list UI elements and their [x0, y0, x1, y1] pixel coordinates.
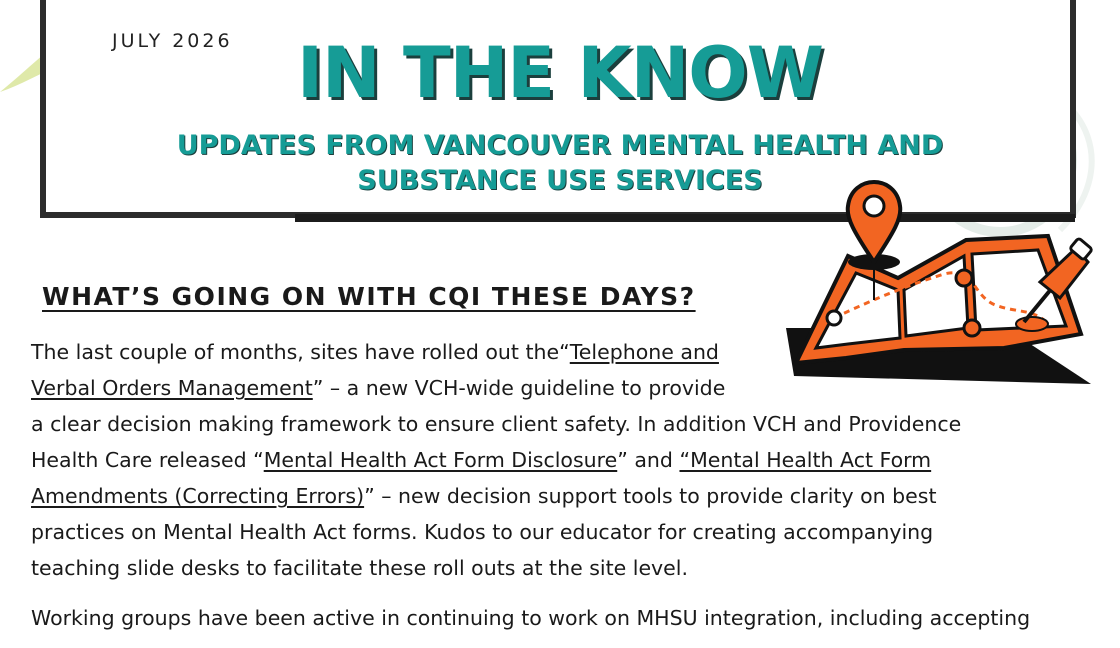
- newsletter-title: IN THE KNOW: [296, 32, 824, 114]
- subtitle-line-2: SUBSTANCE USE SERVICES: [357, 165, 763, 196]
- cqi-update-paragraph: [31, 334, 1031, 586]
- text-span: Health Care released “: [31, 448, 264, 472]
- subtitle-line-1: UPDATES FROM VANCOUVER MENTAL HEALTH AND: [176, 130, 944, 161]
- paragraph-line: a clear decision making framework to ensure client safety. In addition VCH and Providence: [31, 412, 962, 436]
- paragraph-line: practices on Mental Health Act forms. Kudos to our educator for creating accompanying: [31, 520, 934, 544]
- text-span: The last couple of months, sites have rolled out the“: [31, 340, 570, 364]
- working-groups-paragraph: [31, 600, 1111, 636]
- telephone-verbal-orders-link[interactable]: Telephone and: [569, 340, 719, 364]
- paragraph-line: [31, 478, 1031, 514]
- mha-form-amendments-link[interactable]: “Mental Health Act Form: [679, 448, 932, 472]
- mha-form-disclosure-link[interactable]: Mental Health Act Form Disclosure: [263, 448, 618, 472]
- paragraph-line: [31, 442, 1031, 478]
- section-heading: WHAT’S GOING ON WITH CQI THESE DAYS?: [42, 282, 696, 311]
- text-span: ” – new decision support tools to provide clarity on best: [364, 484, 937, 508]
- paragraph-line: [31, 334, 1031, 370]
- paragraph-line: [31, 370, 1031, 406]
- issue-date: JULY 2026: [112, 30, 233, 52]
- mha-form-amendments-link-cont[interactable]: Amendments (Correcting Errors): [31, 484, 365, 508]
- telephone-verbal-orders-link-cont[interactable]: Verbal Orders Management: [31, 376, 313, 400]
- text-span: ” – a new VCH-wide guideline to provide: [312, 376, 726, 400]
- text-span: ” and: [617, 448, 680, 472]
- paragraph-line: teaching slide desks to facilitate these roll outs at the site level.: [31, 556, 689, 580]
- paragraph-line: Working groups have been active in continuing to work on MHSU integration, including accepting: [31, 606, 1031, 630]
